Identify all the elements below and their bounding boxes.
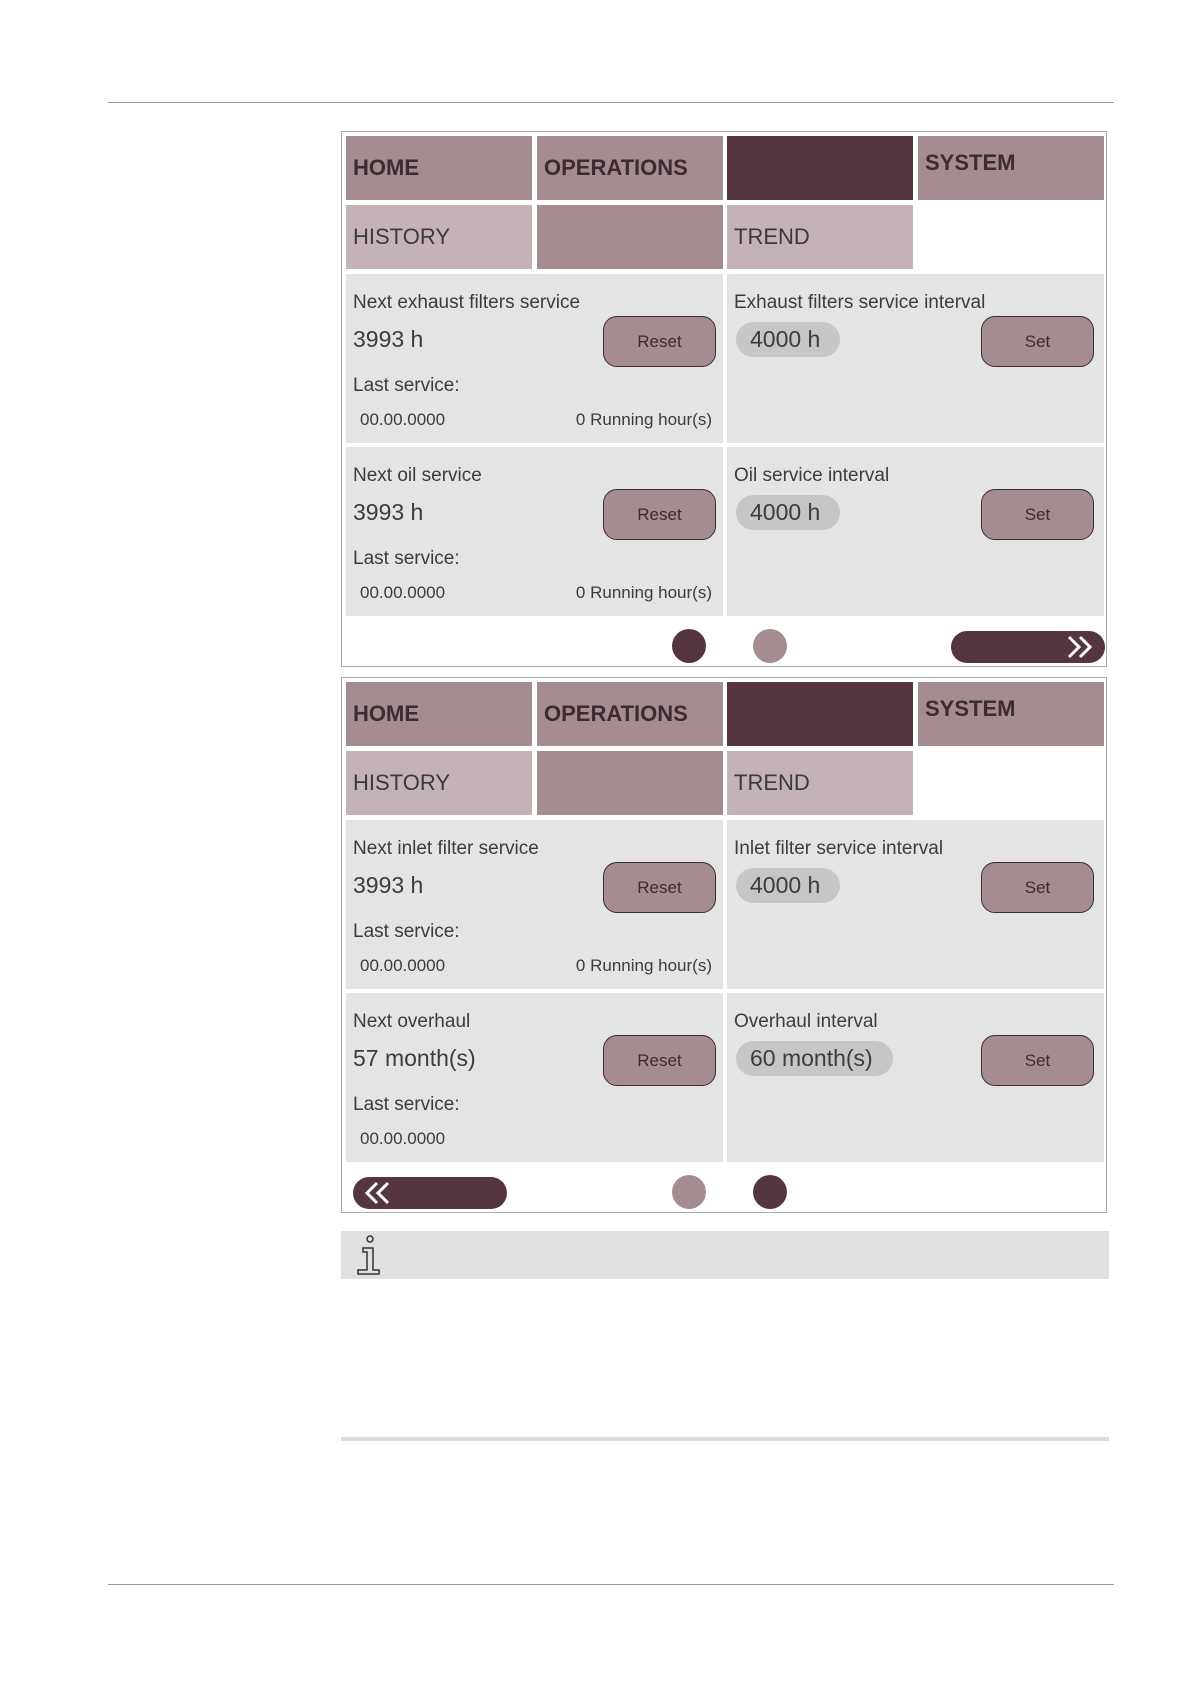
- double-chevron-left-icon: [361, 1181, 395, 1205]
- last-service-label: Last service:: [353, 921, 460, 942]
- inlet-filter-interval-panel: [727, 820, 1104, 989]
- reset-button[interactable]: Reset: [603, 316, 716, 367]
- panel-title: Next oil service: [353, 465, 482, 486]
- tab-system[interactable]: SYSTEM: [918, 682, 1104, 746]
- page-dot-1-active[interactable]: [672, 629, 706, 663]
- info-icon: [354, 1234, 384, 1276]
- last-service-date: 00.00.0000: [360, 1129, 446, 1148]
- set-button[interactable]: Set: [981, 489, 1094, 540]
- subtab-blank[interactable]: [537, 205, 723, 269]
- oil-service-interval-panel: [727, 447, 1104, 616]
- interval-value: 4000 h: [736, 322, 840, 357]
- remaining-hours: 3993 h: [353, 499, 424, 525]
- tab-service-active[interactable]: [727, 682, 913, 746]
- remaining-months: 57 month(s): [353, 1045, 476, 1071]
- panel-title: Inlet filter service interval: [734, 838, 944, 859]
- last-service-label: Last service:: [353, 548, 460, 569]
- remaining-hours: 3993 h: [353, 326, 424, 352]
- overhaul-panel: [346, 993, 723, 1162]
- interval-value: 4000 h: [736, 868, 840, 903]
- panel-title: Next overhaul: [353, 1011, 471, 1032]
- next-page-button[interactable]: [951, 631, 1105, 663]
- tab-operations[interactable]: OPERATIONS: [537, 682, 723, 746]
- reset-button[interactable]: Reset: [603, 862, 716, 913]
- panel-title: Oil service interval: [734, 465, 890, 486]
- reset-button[interactable]: Reset: [603, 489, 716, 540]
- previous-page-button[interactable]: [353, 1177, 507, 1209]
- last-service-running-hours: 0 Running hour(s): [575, 956, 712, 975]
- tab-system[interactable]: SYSTEM: [918, 136, 1104, 200]
- inlet-filter-service-panel: [346, 820, 723, 989]
- exhaust-filters-service-panel: [346, 274, 723, 443]
- page-dot-2-active[interactable]: [753, 1175, 787, 1209]
- subtab-trend[interactable]: TREND: [727, 751, 913, 815]
- set-button[interactable]: Set: [981, 862, 1094, 913]
- service-screen-page-1: [341, 131, 1107, 667]
- section-divider: [341, 1437, 1109, 1441]
- subtab-history[interactable]: HISTORY: [346, 205, 532, 269]
- last-service-date: 00.00.0000: [360, 956, 446, 975]
- panel-title: Next exhaust filters service: [353, 292, 581, 313]
- last-service-label: Last service:: [353, 1094, 460, 1115]
- set-button[interactable]: Set: [981, 1035, 1094, 1086]
- header-rule: [108, 102, 1114, 103]
- interval-value: 60 month(s): [736, 1041, 893, 1076]
- subtab-blank[interactable]: [537, 751, 723, 815]
- panel-title: Exhaust filters service interval: [734, 292, 986, 313]
- interval-value: 4000 h: [736, 495, 840, 530]
- set-button[interactable]: Set: [981, 316, 1094, 367]
- panel-title: Overhaul interval: [734, 1011, 878, 1032]
- panel-title: Next inlet filter service: [353, 838, 539, 859]
- reset-button[interactable]: Reset: [603, 1035, 716, 1086]
- footer-rule: [108, 1584, 1114, 1585]
- overhaul-interval-panel: [727, 993, 1104, 1162]
- last-service-date: 00.00.0000: [360, 583, 446, 602]
- tab-home[interactable]: HOME: [346, 682, 532, 746]
- last-service-running-hours: 0 Running hour(s): [575, 410, 712, 429]
- tab-operations[interactable]: OPERATIONS: [537, 136, 723, 200]
- last-service-label: Last service:: [353, 375, 460, 396]
- subtab-history[interactable]: HISTORY: [346, 751, 532, 815]
- exhaust-filters-interval-panel: [727, 274, 1104, 443]
- last-service-running-hours: 0 Running hour(s): [575, 583, 712, 602]
- info-note: [341, 1231, 1109, 1279]
- last-service-date: 00.00.0000: [360, 410, 446, 429]
- subtab-trend[interactable]: TREND: [727, 205, 913, 269]
- service-screen-page-2: [341, 677, 1107, 1213]
- tab-home[interactable]: HOME: [346, 136, 532, 200]
- remaining-hours: 3993 h: [353, 872, 424, 898]
- tab-service-active[interactable]: [727, 136, 913, 200]
- page-dot-2[interactable]: [753, 629, 787, 663]
- double-chevron-right-icon: [1063, 635, 1097, 659]
- page-dot-1[interactable]: [672, 1175, 706, 1209]
- oil-service-panel: [346, 447, 723, 616]
